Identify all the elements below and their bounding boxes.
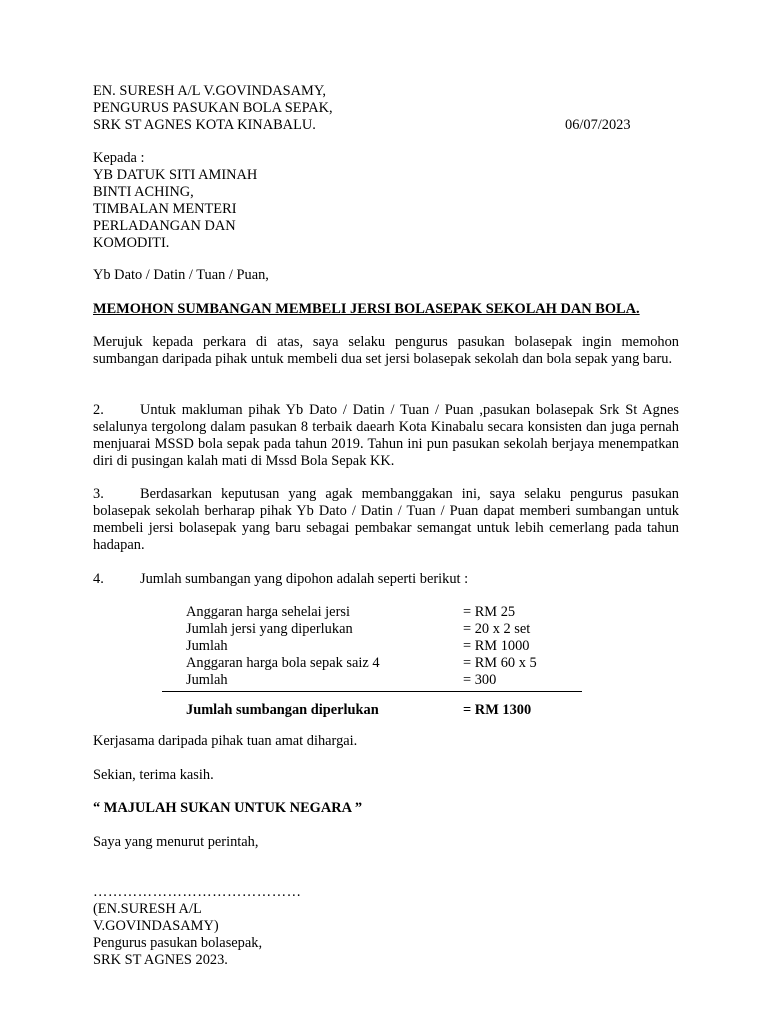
total-label: Jumlah sumbangan diperlukan [186, 702, 379, 718]
signature-line-text: (EN.SURESH A/L [93, 901, 202, 917]
recipient-address [93, 150, 679, 252]
closing-yours: Saya yang menurut perintah, [93, 834, 259, 850]
cost-value: = RM 60 x 5 [463, 655, 537, 671]
paragraph-text: Berdasarkan keputusan yang agak membanggakan ini, saya selaku pengurus pasukan bolasepak sekolah berharap pihak Yb Dato / Datin / Tuan / Puan dapat memberi sumbangan untuk membeli jersi bolasepak yang baru sebagai pembakar semangat untuk lebih cemerlang pada tahun hadapan. [93, 486, 679, 553]
motto: “ MAJULAH SUKAN UNTUK NEGARA ” [93, 800, 363, 816]
recipient-line: BINTI ACHING, [93, 184, 194, 200]
cost-label: Anggaran harga bola sepak saiz 4 [186, 655, 380, 671]
recipient-line: YB DATUK SITI AMINAH [93, 167, 258, 183]
cost-label: Jumlah [186, 672, 228, 688]
cost-value: = RM 25 [463, 604, 516, 620]
paragraph-number: 4. [93, 571, 104, 587]
signature-line-text: Pengurus pasukan bolasepak, [93, 935, 263, 951]
paragraph-text: Jumlah sumbangan yang dipohon adalah seperti berikut : [140, 571, 469, 587]
cost-row [186, 621, 586, 638]
closing-thanks: Sekian, terima kasih. [93, 767, 214, 783]
sender-position: PENGURUS PASUKAN BOLA SEPAK, [93, 100, 333, 116]
signature-block [93, 901, 679, 969]
signature-line-text: V.GOVINDASAMY) [93, 918, 219, 934]
cost-label: Anggaran harga sehelai jersi [186, 604, 350, 620]
recipient-line: Kepada : [93, 150, 145, 166]
paragraph-4 [93, 571, 679, 588]
cost-row [186, 655, 586, 672]
cost-row [186, 638, 586, 655]
closing-appreciation: Kerjasama daripada pihak tuan amat dihargai. [93, 733, 358, 749]
letter-date: 06/07/2023 [565, 117, 631, 133]
cost-row [186, 672, 586, 689]
cost-label: Jumlah [186, 638, 228, 654]
cost-value: = 300 [463, 672, 497, 688]
signature-line: …………………………………… [93, 884, 302, 900]
paragraph-1: Merujuk kepada perkara di atas, saya selaku pengurus pasukan bolasepak ingin memohon sumbangan daripada pihak untuk membeli dua set jersi bolasepak sekolah dan bola sepak yang baru. [93, 334, 679, 367]
paragraph-number: 2. [93, 402, 104, 418]
signature-line-text: SRK ST AGNES 2023. [93, 952, 228, 968]
total-value: = RM 1300 [463, 702, 532, 718]
cost-total-row [186, 702, 586, 719]
salutation: Yb Dato / Datin / Tuan / Puan, [93, 267, 269, 283]
paragraph-3 [93, 486, 679, 554]
cost-table [186, 604, 586, 689]
total-divider [162, 691, 582, 692]
paragraph-2 [93, 402, 679, 470]
recipient-line: TIMBALAN MENTERI [93, 201, 237, 217]
letter-subject: MEMOHON SUMBANGAN MEMBELI JERSI BOLASEPAK SEKOLAH DAN BOLA. [93, 301, 640, 317]
cost-value: = RM 1000 [463, 638, 530, 654]
paragraph-text: Untuk makluman pihak Yb Dato / Datin / Tuan / Puan ,pasukan bolasepak Srk St Agnes selalunya tergolong dalam pasukan 8 terbaik daearh Kota Kinabalu secara konsisten dan juga pernah menjuarai MSSD bola sepak pada tahun 2019. Tahun ini pun pasukan sekolah berjaya menempatkan diri di pusingan kalah mati di Mssd Bola Sepak KK. [93, 402, 679, 469]
cost-value: = 20 x 2 set [463, 621, 531, 637]
recipient-line: PERLADANGAN DAN [93, 218, 236, 234]
sender-school: SRK ST AGNES KOTA KINABALU. [93, 117, 316, 133]
sender-name: EN. SURESH A/L V.GOVINDASAMY, [93, 83, 326, 99]
cost-label: Jumlah jersi yang diperlukan [186, 621, 353, 637]
paragraph-number: 3. [93, 486, 104, 502]
recipient-line: KOMODITI. [93, 235, 170, 251]
cost-row [186, 604, 586, 621]
